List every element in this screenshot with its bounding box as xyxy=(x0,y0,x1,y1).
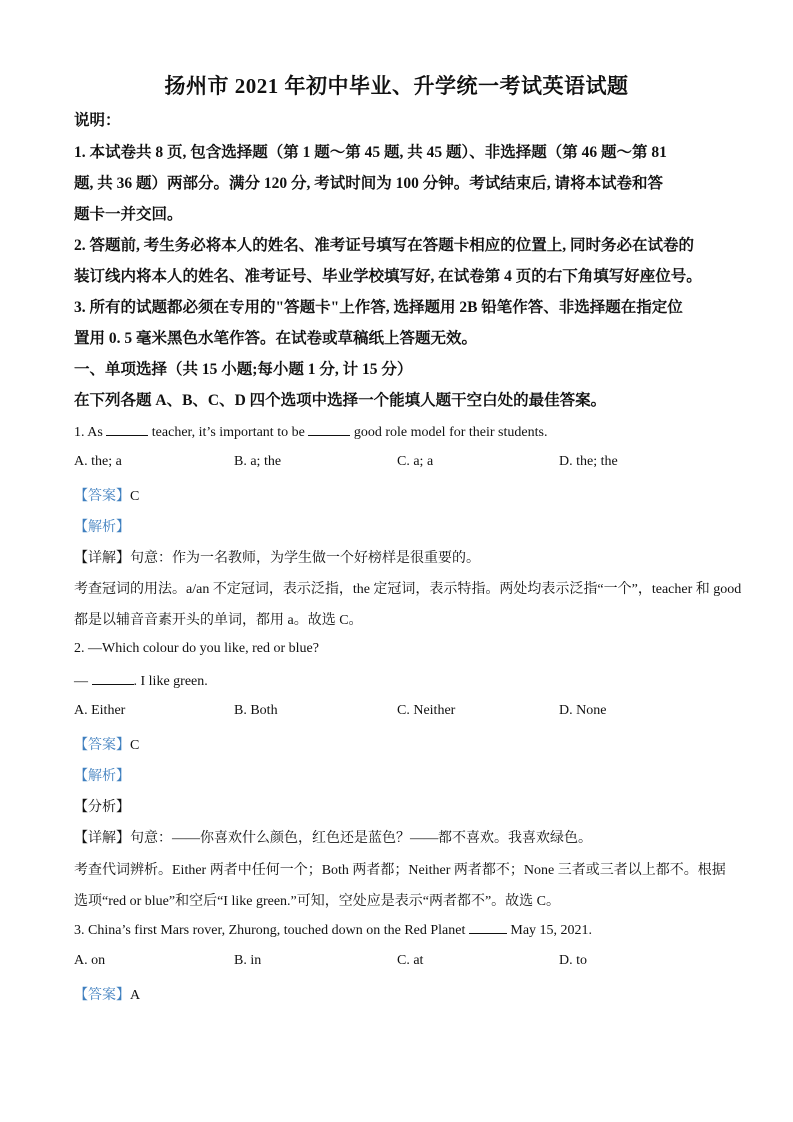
detail-line: 考查冠词的用法。a/an 不定冠词，表示泛指，the 定冠词，表示特指。两处均表示泛指“一个”，teacher 和 good xyxy=(74,582,742,597)
answer-value: C xyxy=(130,489,140,504)
option-a: A. Either xyxy=(74,703,126,718)
option-c: C. Neither xyxy=(397,703,456,718)
instruction-line: 1. 本试卷共 8 页, 包含选择题（第 1 题～第 45 题, 共 45 题）、非选择题（第 46 题～第 81 xyxy=(74,144,667,161)
section-directions: 在下列各题 A、B、C、D 四个选项中选择一个能填人题干空白处的最佳答案。 xyxy=(74,392,607,409)
detail-line: 选项“red or blue”和空后“I like green.”可知，空处应是表示“两者都不”。故选 C。 xyxy=(74,894,561,909)
option-b: B. in xyxy=(234,953,262,968)
detail-line: 【详解】句意：——你喜欢什么颜色，红色还是蓝色？——都不喜欢。我喜欢绿色。 xyxy=(74,831,592,846)
detail-line: 都是以辅音音素开头的单词，都用 a。故选 C。 xyxy=(74,613,363,628)
question-3-stem: 3. China’s first Mars rover, Zhurong, touched down on the Red Planet May 15, 2021. xyxy=(74,923,593,938)
instruction-line: 置用 0. 5 毫米黑色水笔作答。在试卷或草稿纸上答题无效。 xyxy=(74,330,478,347)
section-heading: 一、单项选择（共 15 小题;每小题 1 分, 计 15 分） xyxy=(74,361,413,378)
instruction-line: 题, 共 36 题）两部分。满分 120 分, 考试时间为 100 分钟。考试结束后, 请将本试卷和答 xyxy=(74,175,664,192)
answer-blank xyxy=(469,921,507,934)
answer-row xyxy=(74,485,724,505)
answer-row xyxy=(74,984,724,1004)
option-b: B. a; the xyxy=(234,454,282,469)
question-2-stem: 2. —Which colour do you like, red or blue? xyxy=(74,641,319,656)
answer-row xyxy=(74,734,724,754)
instruction-line: 题卡一并交回。 xyxy=(74,206,183,223)
fenxi-label: 【分析】 xyxy=(74,800,130,815)
option-d: D. the; the xyxy=(559,454,618,469)
option-a: A. the; a xyxy=(74,454,122,469)
instruction-line: 2. 答题前, 考生务必将本人的姓名、准考证号填写在答题卡相应的位置上, 同时务必在试卷的 xyxy=(74,237,695,254)
answer-blank xyxy=(308,423,350,436)
answer-blank xyxy=(92,672,134,685)
detail-label: 【详解】 xyxy=(74,831,130,846)
analysis-label: 【解析】 xyxy=(74,769,130,784)
answer-label: 【答案】 xyxy=(74,489,130,504)
answer-value: C xyxy=(130,738,140,753)
answer-blank xyxy=(106,423,148,436)
analysis-label: 【解析】 xyxy=(74,520,130,535)
answer-label: 【答案】 xyxy=(74,738,130,753)
detail-label: 【详解】 xyxy=(74,551,130,566)
answer-label: 【答案】 xyxy=(74,988,130,1003)
option-d: D. to xyxy=(559,953,587,968)
option-b: B. Both xyxy=(234,703,278,718)
detail-line: 考查代词辨析。Either 两者中任何一个；Both 两者都；Neither 两者都不；None 三者或三者以上都不。根据 xyxy=(74,863,726,878)
option-a: A. on xyxy=(74,953,106,968)
question-1-stem: 1. As teacher, it’s important to be good role model for their students. xyxy=(74,425,548,440)
instructions-heading: 说明： xyxy=(74,112,121,129)
option-c: C. at xyxy=(397,953,424,968)
page-title: 扬州市 2021 年初中毕业、升学统一考试英语试题 xyxy=(164,74,629,98)
detail-line: 【详解】句意：作为一名教师，为学生做一个好榜样是很重要的。 xyxy=(74,551,480,566)
answer-value: A xyxy=(130,988,141,1003)
instruction-line: 3. 所有的试题都必须在专用的"答题卡"上作答, 选择题用 2B 铅笔作答、非选择题在指定位 xyxy=(74,299,683,316)
option-d: D. None xyxy=(559,703,607,718)
question-2-response: — . I like green. xyxy=(74,674,208,689)
option-c: C. a; a xyxy=(397,454,434,469)
instruction-line: 装订线内将本人的姓名、准考证号、毕业学校填写好, 在试卷第 4 页的右下角填写好座位号。 xyxy=(74,268,702,285)
